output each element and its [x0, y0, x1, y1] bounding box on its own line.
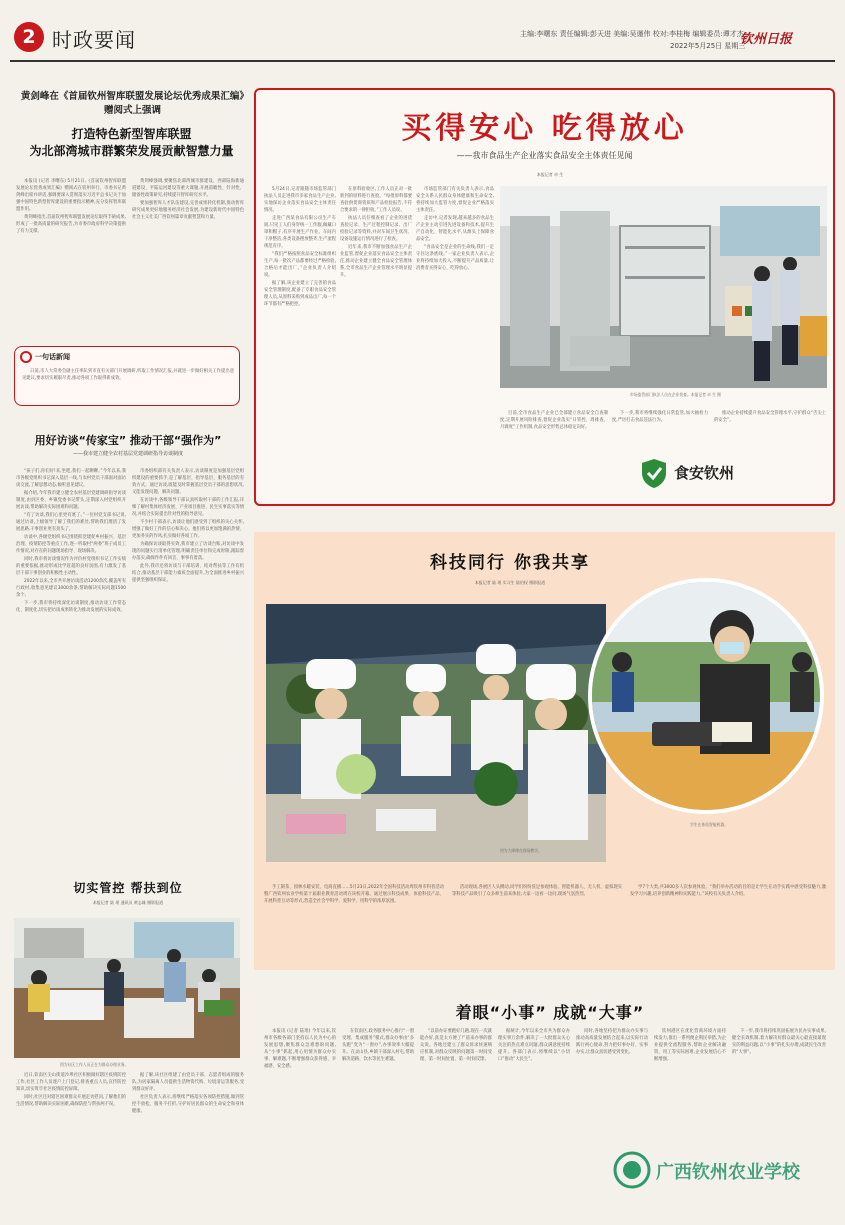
- food-safety-subtitle: ——我市食品生产企业落实食品安全主体责任见闻: [456, 151, 633, 160]
- newspaper-logo: 钦州日报: [740, 32, 793, 47]
- headline-3: 切实管控 帮扶到位: [73, 881, 183, 895]
- food-body-2: 在原料验收区,工作人员正对一批新到的原料进行查验。“每批原料都要查验供货商资质和产品检验报告,不符合要求的一律拒收。”工作人员说。 执法人员仔细查看了企业的进货查验记录、生产过程控制记录、出厂检验记录等资料,并对车间卫生状况、设备设施运行情况进行了检查。 近年来,我市不断加强食品生产企业监管,督促企业落实食品安全主体责任,推动企业建立健全食品安全管理体系,全市食品生产企业管理水平明显提升。: [340, 187, 412, 278]
- bottom-body-3: “以前办证要跑好几趟,现在一次就能办好,真是太方便了!”前来办事的群众说。各地还建立了群众诉求快速响应机制,对群众反映的问题第一时间受理、第一时间处置、第一时间反馈。: [420, 1029, 492, 1062]
- food-safety-byline: 本报记者 卓 生: [536, 172, 564, 177]
- circle-photo: [588, 578, 824, 814]
- food-body-3: 市场监管部门有关负责人表示,食品安全关系人民群众身体健康和生命安全,将持续加大监管力度,督促企业严格落实主体责任。 走访中,记者发现,越来越多的食品生产企业主动引进先进设备和技术,提升生产自动化、智能化水平,从源头上保障食品安全。 “食品安全是企业的生命线,我们一定守住这条底线。”一家企业负责人表示,企业将持续加大投入,不断提升产品质量,让消费者买得安心、吃得放心。: [416, 187, 494, 271]
- kitchen-photo-caption: 市场监管部门执法人员在企业检查。本报记者 卓 生 摄: [630, 392, 721, 397]
- tech-body-1: 手工制茶、园林水暖安装、电商直播……5月23日,2022年全国科技活动周钦州市科普活动暨广西钦州农业学校第十届职业教育活动周在该校开幕。通过展示科技成果、体验科技产品、开展科普互动等形式,营造全社会学科学、爱科学、用科学的浓厚氛围。: [264, 885, 444, 904]
- food-safety-logo: [640, 456, 790, 490]
- chef-photo-illustration: [266, 604, 606, 862]
- tech-body-2: 活动现场,各展区人头攒动,同学们纷纷驻足参观体验。智能机器人、无人机、虚拟现实等科技产品吸引了众多师生前来体验,大家一边看一边问,现场气氛热烈。: [452, 885, 622, 897]
- food-safety-logo-text: 食安钦州: [674, 464, 735, 482]
- bottom-body-1: 本报讯 (记者 陆瑶) 今年以来,钦州市各级各部门坚持以人民为中心的发展思想,聚焦群众急难愁盼问题,从“小事”抓起,用心用情为群众办实事、解难题,不断增强群众获得感、幸福感、安全感。: [264, 1029, 336, 1069]
- page-number-badge: 2: [14, 22, 44, 52]
- article-body-2b: 市委组织部有关负责人表示,访谈制度是加强基层党组织建设的重要抓手,是了解基层、指导基层、服务基层的有效方式。通过访谈,既能及时掌握基层党员干部的思想状况,又能发现问题、解决问题。 在访谈中,各级领导干部认真听取村干部的工作汇报,详细了解村集体经济发展、产业项目推进、民生实事落实等情况,并结合实际提出针对性的指导意见。 不少村干部表示,访谈让他们感受到了组织的关心关怀,增强了做好工作的信心和决心。他们将以更加饱满的热情、更加务实的作风,扎实做好各项工作。 为确保访谈取得实效,我市建立了访谈台账,对访谈中发现的问题实行清单化管理,明确责任单位和完成时限,跟踪督办落实,确保件件有回音、事事有着落。 此外,我市还将访谈与干部培训、结对帮扶等工作有机结合,推动基层干部能力素质全面提升,为全面推进乡村振兴提供坚强组织保证。: [132, 469, 244, 583]
- office-photo: [14, 918, 240, 1058]
- tech-byline: 本报记者 陆 瑶 实习生 陆伯权 摄影报道: [474, 580, 546, 585]
- tech-title: 科技同行 你我共享: [430, 553, 590, 573]
- meta-editors: 主编:李曙东 责任编辑:彭天进 美编:吴谨伟 校对:李桂梅 编辑委员:谭才杰: [520, 30, 744, 38]
- food-body-4: 目前,全市食品生产企业已全部建立食品安全自查制度,定期开展风险排查,督促企业落实“日管控、周排查、月调度”工作机制,食品安全形势总体稳定向好。: [500, 411, 608, 430]
- headline-2: 用好访谈“传家宝” 推动干部“强作为”: [34, 434, 222, 447]
- bottom-body-7: 下一步,我市将持续巩固拓展为民办实事成果,健全长效机制,着力解决好群众最关心最直接最现实的利益问题,以“小事”的扎实办理,成就民生改善的“大事”。: [732, 1029, 826, 1055]
- food-safety-title: 买得安心 吃得放心: [401, 111, 688, 146]
- news-brief-tag: 一句话新闻: [35, 353, 70, 361]
- chef-photo: [266, 604, 606, 862]
- watermark: [612, 1150, 837, 1190]
- article-body-3a: 近日,钦南区尖山街道沙埠社区积极做好辖区疫情防控工作,社区工作人员逐户上门登记,排查重点人员,宣传防控知识,切实筑牢社区疫情防控屏障。 同时,社区还对辖区困难群众开展走访慰问,了解他们的生活情况,帮助解决实际困难,确保防控与帮扶两不误。: [16, 1073, 126, 1107]
- chef-photo-caption: 图为大师傅在现场教学。: [500, 848, 542, 853]
- headline-3-byline: 本报记者 陆 瑶 通讯员 黄志雄 摄影报道: [92, 900, 164, 905]
- article-body-1b: 黄剑峰强调,要聚焦北部湾城市群建设、西部陆海新通道建设、平陆运河建设等重大课题,开展前瞻性、针对性、储备性政策研究,持续提升智库研究水平。 要加强智库人才队伍建设,完善成果转化机制,推动智库研究成果更好地服务经济社会发展,为建设新时代中国特色社会主义壮美广西钦州篇章贡献智慧和力量。: [132, 179, 244, 220]
- article-body-1a: 本报讯 (记者 李曙东) 5月21日,《首届钦州智库联盟发展论坛优秀成果汇编》赠阅式在钦州举行。市委书记黄剑峰出席并讲话,强调要深入贯彻落实习近平总书记关于加强中国特色新型智库建设的重要指示精神,充分发挥智库联盟作用。 黄剑峰指出,首届钦州智库联盟发展论坛取得丰硕成果,形成了一批高质量的研究报告,为市委市政府科学决策提供了有力支撑。: [16, 179, 126, 234]
- article-body-2a: “孩子们,你们好!来,坐吧,我们一起聊聊。”今年以来,我市各级党组织书记深入基层一线,与农村党员干部面对面访谈交流,了解思想动态,倾听意见建议。 据介绍,今年我市建立健全农村基层党建调研指导访谈制度,由县区委、乡镇党委书记带头,定期深入村党组织开展访谈,帮助解决实际困难和问题。 “有了访谈,我们心里更有底了。”一位村党支部书记说,通过访谈,上级领导了解了我们的难处,帮助我们理清了发展思路,干事创业更有劲头了。 访谈中,各级党组织书记围绕抓党建促乡村振兴、基层治理、疫情防控等重点工作,逐一听取村“两委”班子成员工作情况,对存在的问题现场指导、现场解决。 同时,我市将访谈情况作为评价村党组织书记工作实绩的重要依据,推动形成比学赶超的良好氛围,有力激发了基层干部干事创业的积极性主动性。 2022年以来,全市共开展访谈活动1200余次,覆盖所有行政村,收集意见建议3000余条,帮助解决实际问题1500余个。 下一步,我市将持续深化访谈制度,推动访谈工作常态化、制度化,切实把访谈成果转化为推动发展的实际成效。: [16, 469, 126, 613]
- red-circle-icon: [20, 351, 32, 363]
- news-brief-text: 日前,市人大常委会副主任率队到市直有关部门开展调研,听取工作情况汇报,并就进一步做好相关工作提出意见建议,要求切实履职尽责,推动各项工作取得新成效。: [22, 369, 234, 381]
- headline-2-sub: ——我市建立健全农村基层党建调研指导访谈制度: [72, 451, 183, 457]
- bottom-body-5: 同时,各地坚持把为群众办实事与推动高质量发展结合起来,以实际行动践行初心使命,努力把好事办好、实事办实,让群众真切感受到变化。: [576, 1029, 648, 1055]
- office-photo-caption: 图为社区工作人员正在为群众办理业务。: [60, 1062, 129, 1067]
- student-photo-illustration: [592, 582, 824, 814]
- kitchen-photo: [500, 186, 827, 388]
- watermark-text: 广西钦州农业学校: [656, 1162, 800, 1183]
- kitchen-photo-illustration: [500, 186, 827, 388]
- header-divider: [10, 60, 835, 62]
- bottom-article-title: 着眼“小事” 成就“大事”: [455, 1003, 645, 1022]
- headline-big: 打造特色新型智库联盟 为北部湾城市群繁荣发展贡献智慧力量: [29, 127, 234, 158]
- tech-body-3: 学7个大类,共3000多人次参观体验。“我们举办活动的目的是让学生在动手实践中感受科技魅力,激发学习兴趣,培养创新精神和实践能力。”该校有关负责人介绍。: [630, 885, 826, 897]
- bottom-body-6: 钦州港区在优化营商环境方面持续发力,推出一系列便企利民举措,为企业提供全流程服务,帮助企业解决融资、用工等实际困难,企业发展信心不断增强。: [654, 1029, 726, 1062]
- headline-small: 黄剑峰在《首届钦州智库联盟发展论坛优秀成果汇编》赠阅式上强调: [20, 91, 245, 116]
- circle-photo-caption: 学生在体验智能机器。: [690, 822, 728, 827]
- meta-date: 2022年5月25日 星期三: [670, 42, 746, 50]
- food-body-5: 下一步,我市将继续强化日常监管,加大抽检力度,严厉打击食品违法行为。: [612, 411, 708, 423]
- food-body-1: 5月24日,记者跟随市场监管部门执法人员走进我市多家食品生产企业,实地探访企业落实食品安全主体责任情况。 走进广西某食品有限公司生产车间,只见工人们身穿统一工作服,佩戴口罩和帽子,有序开展生产作业。车间内干净整洁,各类设备摆放整齐,生产流程规范有序。 “我们严格按照食品安全标准组织生产,每一批次产品都要经过严格检验,合格后才能出厂。”企业负责人介绍说。 据了解,该企业建立了完善的食品安全管理制度,配备了专职食品安全管理人员,从原料采购到成品出厂,每一个环节都有严格把控。: [264, 187, 336, 307]
- bottom-body-2: 在钦南区,政务服务中心推行“一窗受理、集成服务”模式,群众办事由“多头跑”变为“一窗办”,办事效率大幅提升。在灵山县,乡镇干部深入村屯,帮助解决道路、饮水等民生难题。: [342, 1029, 414, 1062]
- section-title: 时政要闻: [52, 28, 136, 52]
- school-emblem-icon: [612, 1150, 652, 1190]
- food-body-6: 推动企业持续提升食品安全管理水平,守护群众“舌尖上的安全”。: [714, 411, 826, 423]
- article-body-3b: 据了解,该社区组建了由党员干部、志愿者组成的服务队,为居家隔离人员提供生活物资代购、垃圾清运等服务,受到群众好评。 社区负责人表示,将继续严格落实各项防控措施,做到管控不放松、服务不打折,守护好居民群众的生命安全和身体健康。: [132, 1073, 244, 1114]
- bottom-body-4: 据统计,今年以来全市共为群众办理实事万余件,解决了一大批群众关心关注的热点难点问题,群众满意度持续提升。各部门表示,将继续以“小切口”推动“大民生”。: [498, 1029, 570, 1062]
- news-brief-label: [20, 351, 70, 363]
- office-photo-illustration: [14, 918, 240, 1058]
